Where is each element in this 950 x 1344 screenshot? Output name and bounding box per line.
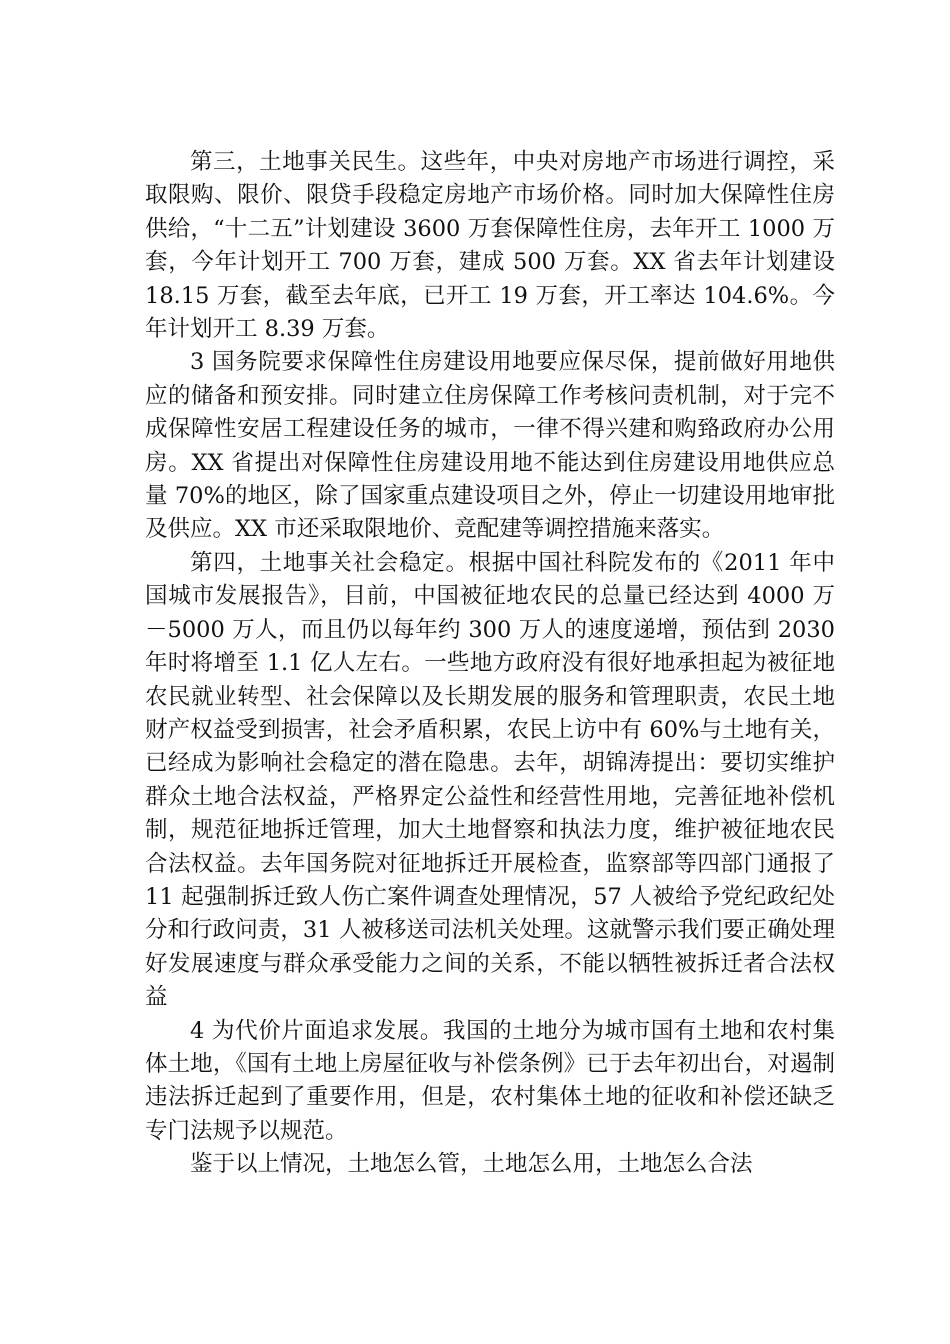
paragraph-land-ownership: 4 为代价片面追求发展。我国的土地分为城市国有土地和农村集体土地，《国有土地上房屋征收与补偿条例》已于去年初出台，对遏制违法拆迁起到了重要作用，但是，农村集体土地的征收和补偿还缺乏专门法规予以规范。 bbox=[145, 1017, 835, 1144]
paragraph-conclusion: 鉴于以上情况，土地怎么管，土地怎么用，土地怎么合法 bbox=[190, 1151, 753, 1178]
paragraph-state-council-housing: 3 国务院要求保障性住房建设用地要应保尽保，提前做好用地供应的储备和预安排。同时建立住房保障工作考核问责机制，对于完不成保障性安居工程建设任务的城市，一律不得兴建和购臵政府办公用房。XX 省提出对保障性住房建设用地不能达到住房建设用地供应总量 70%的地区，除了国家重点建设项目之外，停止一切建设用地审批及供应。XX 市还采取限地价、竞配建等调控措施来落实。 bbox=[145, 349, 835, 543]
paragraph-social-stability: 第四，土地事关社会稳定。根据中国社科院发布的《2011 年中国城市发展报告》，目前，中国被征地农民的总量已经达到 4000 万－5000 万人，而且仍以每年约 300 万人的速度递增，预估到 2030 年时将增至 1.1 亿人左右。一些地方政府没有很好地承担起为被征地农民就业转型、社会保障以及长期发展的服务和管理职责，农民土地财产权益受到损害，社会矛盾积累，农民上访中有 60%与土地有关，已经成为影响社会稳定的潜在隐患。去年，胡锦涛提出：要切实维护群众土地合法权益，严格界定公益性和经营性用地，完善征地补偿机制，规范征地拆迁管理，加大土地督察和执法力度，维护被征地农民合法权益。去年国务院对征地拆迁开展检查，监察部等四部门通报了 11 起强制拆迁致人伤亡案件调查处理情况，57 人被给予党纪政纪处分和行政问责，31 人被移送司法机关处理。这就警示我们要正确处理好发展速度与群众承受能力之间的关系，不能以牺牲被拆迁者合法权益 bbox=[145, 549, 835, 1011]
document-body bbox=[145, 146, 835, 1182]
paragraph-livelihood: 第三，土地事关民生。这些年，中央对房地产市场进行调控，采取限购、限价、限贷手段稳定房地产市场价格。同时加大保障性住房供给，“十二五”计划建设 3600 万套保障性住房，去年开工 1000 万套，今年计划开工 700 万套，建成 500 万套。XX 省去年计划建设 18.15 万套，截至去年底，已开工 19 万套，开工率达 104.6%。今年计划开工 8.39 万套。 bbox=[145, 149, 835, 343]
